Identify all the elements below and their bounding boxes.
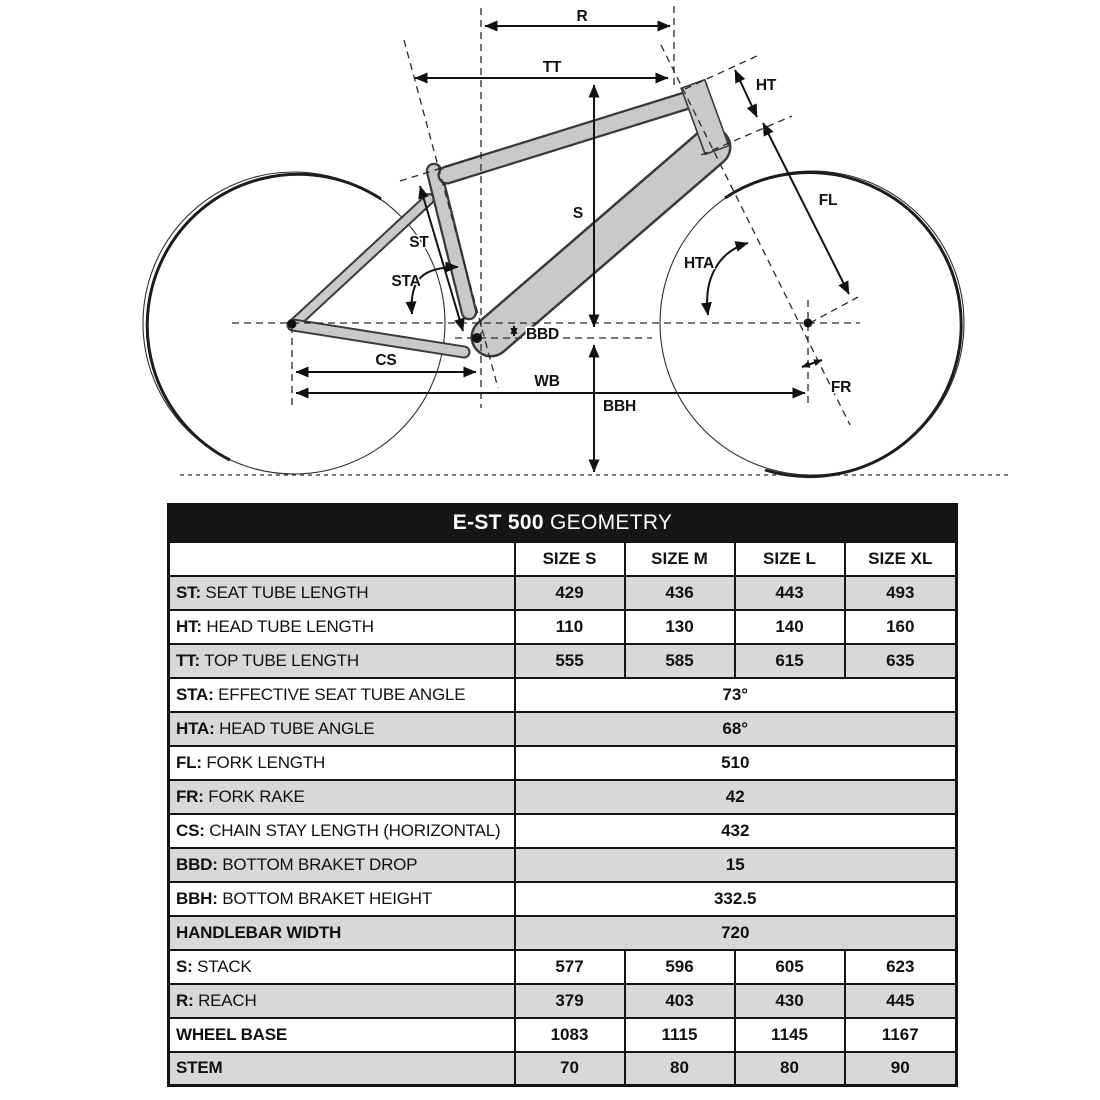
fork-rake-arrow xyxy=(802,360,822,367)
row-value: 1083 xyxy=(515,1018,625,1052)
row-value-span: 73° xyxy=(515,678,957,712)
label-reach: R xyxy=(576,8,588,25)
table-row xyxy=(169,916,957,950)
row-value: 596 xyxy=(625,950,735,984)
row-value: 585 xyxy=(625,644,735,678)
table-title-model: E-ST 500 xyxy=(452,511,544,535)
table-row xyxy=(169,746,957,780)
row-value: 615 xyxy=(735,644,845,678)
bike-geometry-diagram xyxy=(0,0,1100,495)
rear-axle-dot xyxy=(288,320,297,329)
table-title-row xyxy=(169,505,957,542)
label-bb-height: BBH xyxy=(603,398,636,415)
row-label: STA: EFFECTIVE SEAT TUBE ANGLE xyxy=(169,678,515,712)
label-fork-rake: FR xyxy=(830,379,852,396)
column-header-size-s: SIZE S xyxy=(515,542,625,576)
row-label: TT: TOP TUBE LENGTH xyxy=(169,644,515,678)
label-wheel-base: WB xyxy=(534,373,560,390)
row-value: 1115 xyxy=(625,1018,735,1052)
row-value: 493 xyxy=(845,576,957,610)
row-value: 577 xyxy=(515,950,625,984)
table-row xyxy=(169,1052,957,1086)
geometry-drawing xyxy=(0,0,1100,495)
row-value: 130 xyxy=(625,610,735,644)
row-value: 110 xyxy=(515,610,625,644)
label-seat-tube: ST xyxy=(409,234,429,251)
row-value: 403 xyxy=(625,984,735,1018)
row-value: 379 xyxy=(515,984,625,1018)
row-value-span: 332.5 xyxy=(515,882,957,916)
column-header-size-xl: SIZE XL xyxy=(845,542,957,576)
steering-axis-line xyxy=(661,45,850,425)
row-value: 443 xyxy=(735,576,845,610)
label-stack: S xyxy=(572,205,584,222)
row-label: ST: SEAT TUBE LENGTH xyxy=(169,576,515,610)
table-row xyxy=(169,576,957,610)
table-row xyxy=(169,950,957,984)
row-value: 623 xyxy=(845,950,957,984)
row-value: 90 xyxy=(845,1052,957,1086)
geometry-table xyxy=(167,503,958,1087)
row-label: CS: CHAIN STAY LENGTH (HORIZONTAL) xyxy=(169,814,515,848)
row-value: 80 xyxy=(735,1052,845,1086)
row-value-span: 720 xyxy=(515,916,957,950)
row-label: S: STACK xyxy=(169,950,515,984)
row-value: 445 xyxy=(845,984,957,1018)
down-tube xyxy=(491,147,711,337)
label-fork-length: FL xyxy=(818,192,838,209)
row-value: 635 xyxy=(845,644,957,678)
table-row xyxy=(169,848,957,882)
head-tube-arrow xyxy=(735,70,757,117)
table-row xyxy=(169,984,957,1018)
label-bb-drop: BBD xyxy=(526,326,559,343)
row-value: 1145 xyxy=(735,1018,845,1052)
row-label: HANDLEBAR WIDTH xyxy=(169,916,515,950)
row-value: 140 xyxy=(735,610,845,644)
table-row xyxy=(169,678,957,712)
table-title xyxy=(169,505,957,542)
table-row xyxy=(169,1018,957,1052)
row-label: FL: FORK LENGTH xyxy=(169,746,515,780)
front-axle-perp-line xyxy=(810,297,858,323)
row-value: 430 xyxy=(735,984,845,1018)
row-value: 429 xyxy=(515,576,625,610)
front-axle-dot xyxy=(804,319,813,328)
top-tube xyxy=(447,101,685,175)
row-value: 70 xyxy=(515,1052,625,1086)
table-title-suffix: GEOMETRY xyxy=(543,511,673,535)
row-value-span: 510 xyxy=(515,746,957,780)
row-label: HT: HEAD TUBE LENGTH xyxy=(169,610,515,644)
table-row xyxy=(169,610,957,644)
row-value-span: 42 xyxy=(515,780,957,814)
head-angle-arc-arrow xyxy=(707,243,748,315)
table-row xyxy=(169,644,957,678)
column-header-size-m: SIZE M xyxy=(625,542,735,576)
table-row xyxy=(169,712,957,746)
row-value: 160 xyxy=(845,610,957,644)
label-head-angle: HTA xyxy=(683,255,715,272)
table-column-header-row xyxy=(169,542,957,576)
row-label: WHEEL BASE xyxy=(169,1018,515,1052)
row-label: FR: FORK RAKE xyxy=(169,780,515,814)
row-value-span: 432 xyxy=(515,814,957,848)
row-label: BBH: BOTTOM BRAKET HEIGHT xyxy=(169,882,515,916)
row-value: 80 xyxy=(625,1052,735,1086)
row-value: 555 xyxy=(515,644,625,678)
row-label: R: REACH xyxy=(169,984,515,1018)
row-value-span: 15 xyxy=(515,848,957,882)
frame xyxy=(293,80,729,352)
label-chain-stay: CS xyxy=(375,352,397,369)
row-label: STEM xyxy=(169,1052,515,1086)
label-head-tube: HT xyxy=(755,77,777,94)
row-label: BBD: BOTTOM BRAKET DROP xyxy=(169,848,515,882)
table-row xyxy=(169,814,957,848)
row-label: HTA: HEAD TUBE ANGLE xyxy=(169,712,515,746)
column-header-empty xyxy=(169,542,515,576)
chain-stay xyxy=(293,325,464,352)
seat-stay xyxy=(293,199,429,325)
row-value: 436 xyxy=(625,576,735,610)
label-top-tube: TT xyxy=(542,59,562,76)
table-row xyxy=(169,780,957,814)
row-value: 605 xyxy=(735,950,845,984)
bottom-bracket-dot xyxy=(472,333,482,343)
column-header-size-l: SIZE L xyxy=(735,542,845,576)
label-seat-angle: STA xyxy=(391,273,421,290)
table-row xyxy=(169,882,957,916)
row-value-span: 68° xyxy=(515,712,957,746)
row-value: 1167 xyxy=(845,1018,957,1052)
